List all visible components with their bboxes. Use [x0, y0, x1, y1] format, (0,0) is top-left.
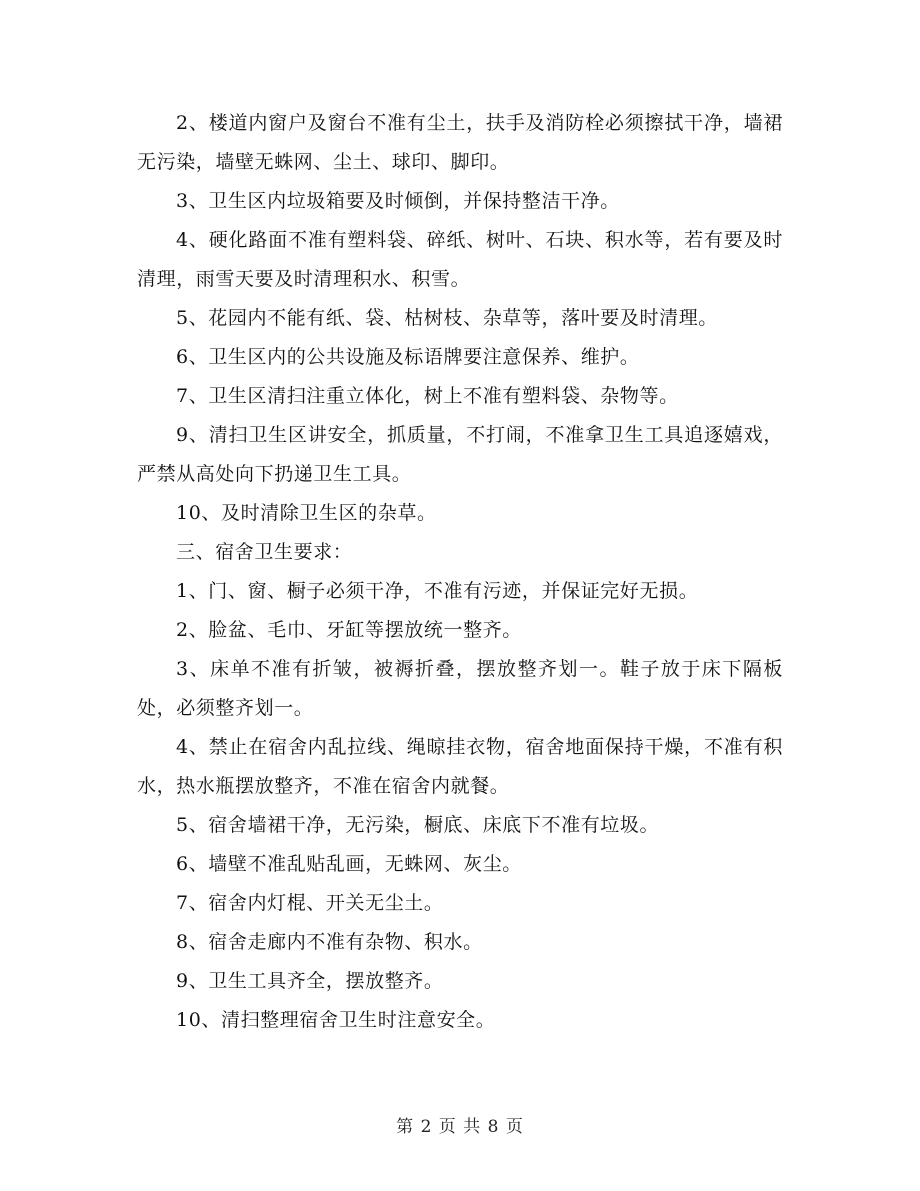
paragraph: 2、楼道内窗户及窗台不准有尘土，扶手及消防栓必须擦拭干净，墙裙无污染，墙壁无蛛网、尘土、球印、脚印。: [137, 112, 783, 173]
paragraph: 5、花园内不能有纸、袋、枯树枝、杂草等，落叶要及时清理。: [176, 307, 718, 329]
paragraph: 1、门、窗、橱子必须干净，不准有污迹，并保证完好无损。: [176, 580, 699, 602]
paragraph: 2、脸盆、毛巾、牙缸等摆放统一整齐。: [176, 619, 522, 641]
paragraph: 6、卫生区内的公共设施及标语牌要注意保养、维护。: [176, 346, 640, 368]
section-heading: 三、宿舍卫生要求：: [176, 541, 353, 563]
paragraph: 7、卫生区清扫注重立体化，树上不准有塑料袋、杂物等。: [176, 385, 679, 407]
page-number: 第 2 页 共 8 页: [396, 1117, 524, 1137]
paragraph: 3、床单不准有折皱，被褥折叠，摆放整齐划一。鞋子放于床下隔板处，必须整齐划一。: [137, 658, 783, 719]
paragraph: 10、及时清除卫生区的杂草。: [176, 502, 437, 524]
paragraph: 4、硬化路面不准有塑料袋、碎纸、树叶、石块、积水等，若有要及时清理，雨雪天要及时清理积水、积雪。: [137, 229, 783, 290]
paragraph: 3、卫生区内垃圾箱要及时倾倒，并保持整洁干净。: [176, 190, 620, 212]
paragraph: 7、宿舍内灯棍、开关无尘土。: [176, 892, 444, 914]
paragraph: 5、宿舍墙裙干净，无污染，橱底、床底下不准有垃圾。: [176, 814, 660, 836]
paragraph: 6、墙壁不准乱贴乱画，无蛛网、灰尘。: [176, 853, 522, 875]
document-body: [137, 104, 783, 1040]
paragraph: 9、清扫卫生区讲安全，抓质量，不打闹，不准拿卫生工具追逐嬉戏，严禁从高处向下扔递卫生工具。: [137, 424, 783, 485]
paragraph: 4、禁止在宿舍内乱拉线、绳晾挂衣物，宿舍地面保持干燥，不准有积水，热水瓶摆放整齐，不准在宿舍内就餐。: [137, 736, 783, 797]
page-footer: [0, 1112, 920, 1137]
paragraph: 10、清扫整理宿舍卫生时注意安全。: [176, 1009, 496, 1031]
paragraph: 8、宿舍走廊内不准有杂物、积水。: [176, 931, 483, 953]
paragraph: 9、卫生工具齐全，摆放整齐。: [176, 970, 444, 992]
